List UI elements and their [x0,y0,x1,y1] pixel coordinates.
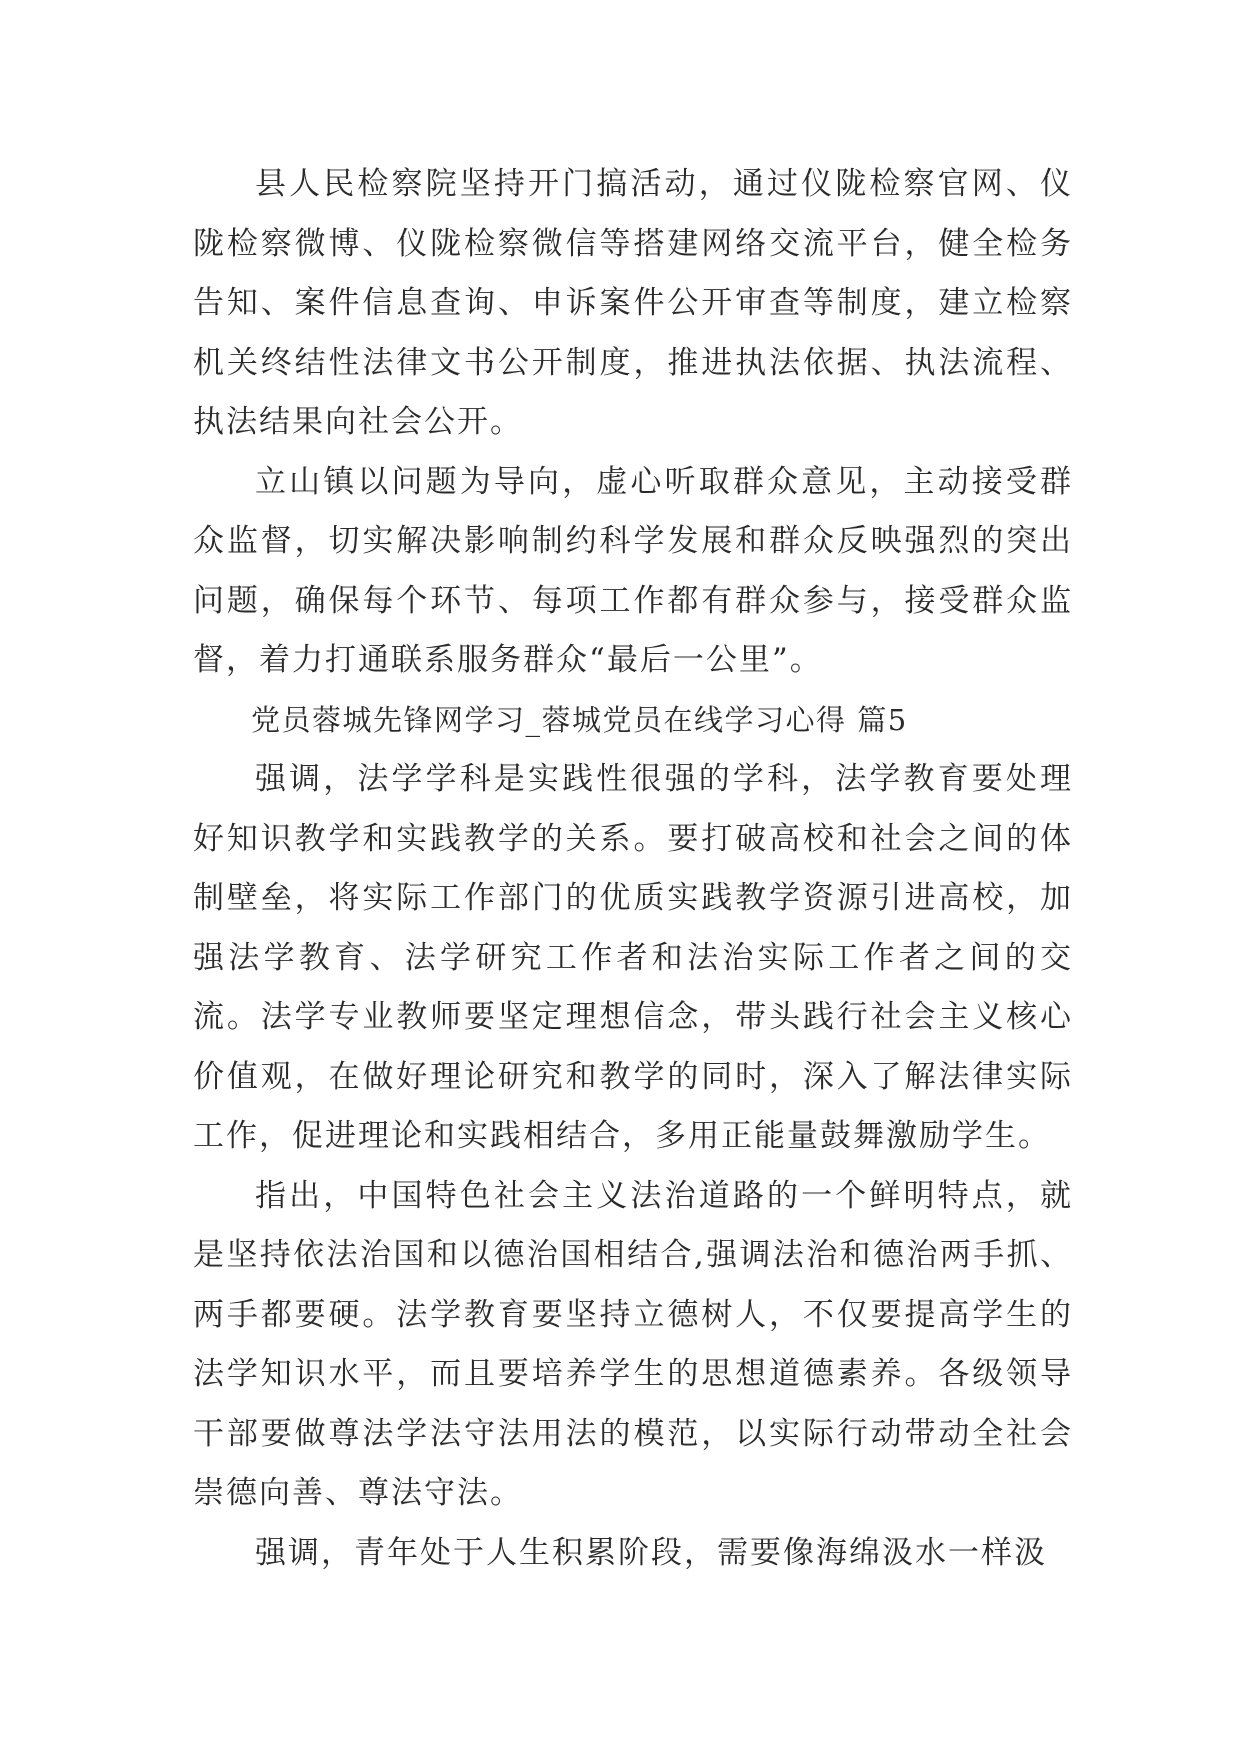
paragraph-youth: 强调，青年处于人生积累阶段，需要像海绵汲水一样汲 [255,1534,1047,1571]
section-heading: 党员蓉城先锋网学习_蓉城党员在线学习心得 篇5 [251,702,908,737]
document-body [193,155,1073,1583]
paragraph-law-practice: 强调，法学学科是实践性很强的学科，法学教育要处理好知识教学和实践教学的关系。要打破高校和社会之间的体制壁垒，将实际工作部门的优质实践教学资源引进高校，加强法学教育、法学研究工作者和法治实际工作者之间的交流。法学专业教师要坚定理想信念，带头践行社会主义核心价值观，在做好理论研究和教学的同时，深入了解法律实际工作，促进理论和实践相结合，多用正能量鼓舞激励学生。 [193,761,1073,1154]
paragraph-procuratorate: 县人民检察院坚持开门搞活动，通过仪陇检察官网、仪陇检察微博、仪陇检察微信等搭建网络交流平台，健全检务告知、案件信息查询、申诉案件公开审查等制度，建立检察机关终结性法律文书公开制度，推进执法依据、执法流程、执法结果向社会公开。 [193,166,1073,440]
paragraph-rule-of-law: 指出，中国特色社会主义法治道路的一个鲜明特点，就是坚持依法治国和以德治国相结合,强调法治和德治两手抓、两手都要硬。法学教育要坚持立德树人，不仅要提高学生的法学知识水平，而且要培养学生的思想道德素养。各级领导干部要做尊法学法守法用法的模范，以实际行动带动全社会崇德向善、尊法守法。 [193,1177,1073,1511]
paragraph-lishan-town: 立山镇以问题为导向，虚心听取群众意见，主动接受群众监督，切实解决影响制约科学发展和群众反映强烈的突出问题，确保每个环节、每项工作都有群众参与，接受群众监督，着力打通联系服务群众“最后一公里”。 [193,463,1073,678]
